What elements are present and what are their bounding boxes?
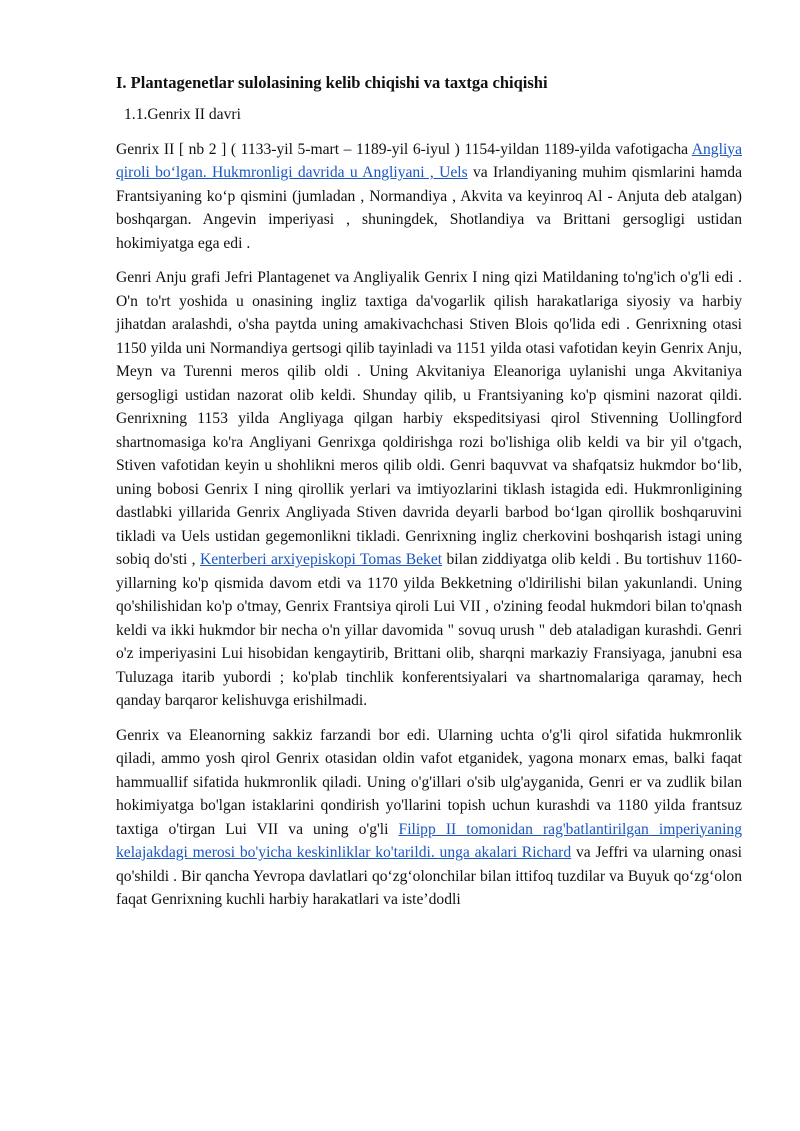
document-page <box>116 72 742 923</box>
section-heading: I. Plantagenetlar sulolasining kelib chiqishi va taxtga chiqishi <box>116 73 548 92</box>
paragraph-3-text-b: va Jeffri va ularning onasi qo'shildi . Bir qancha Yevropa davlatlari qo‘zg‘olonchilar bilan ittifoq tuzdilar va Buyuk qo‘zg‘olon faqat Genrixning kuchli harbiy harakatlari va iste’dodli <box>116 844 742 908</box>
subsection-heading: 1.1.Genrix II davri <box>124 106 241 123</box>
paragraph-2-text-a: Genri Anju grafi Jefri Plantagenet va Angliyalik Genrix I ning qizi Matildaning to'ng'ich o'g'li edi . O'n to'rt yoshida u onasining ingliz taxtiga da'vogarlik qilish harakatlariga siyosiy va harbiy jihatdan aralashdi, o'sha paytda uning amakivachchasi Stiven Blois qo'lida edi . Genrixning otasi 1150 yilda uni Normandiya gertsogi qilib tayinladi va 1151 yilda otasi vafotidan keyin Genrix Anju, Meyn va Turenni meros qilib oldi . Uning Akvitaniya Eleanoriga uylanishi unga Akvitaniya gersogligi ustidan nazorat olib keldi. Shunday qilib, u Frantsiyaning ko'p qismini nazorat qildi. Genrixning 1153 yilda Angliyaga qilgan harbiy ekspeditsiyasi qirol Stivenning Uollingford shartnomasiga ko'ra Angliyani Genrixga qoldirishga rozi bo'lishiga olib keldi va bir yil o'tgach, Stiven vafotidan keyin u shohlikni meros qilib oldi. Genri baquvvat va shafqatsiz hukmdor bo‘lib, uning bobosi Genrix I ning qirollik yerlari va imtiyozlarini tiklash istagida edi. Hukmronligining dastlabki yillarida Genrix Angliyada Stiven davrida deyarli barbod bo‘lgan qirollik boshqaruvini tikladi va Uels ustidan gegemonlikni tikladi. Genrixning ingliz cherkovini boshqarish istagi uning sobiq do'sti , <box>116 269 742 568</box>
paragraph-1-text-a: Genrix II [ nb 2 ] ( 1133-yil 5-mart – 1189-yil 6-iyul ) 1154-yildan 1189-yilda vafotigacha <box>116 140 692 158</box>
filipp-ii-link[interactable]: Filipp II tomonidan rag'batlantirilgan imperiyaning kelajakdagi merosi bo'yicha keskinliklar ko'tarildi. unga akalari Richard <box>116 820 743 861</box>
paragraph-1-text-b: va Irlandiyaning muhim qismlarini hamda Frantsiyaning ko‘p qismini (jumladan , Normandiya , Akvita va keyinroq Al - Anjuta deb atalgan) boshqargan. Angevin imperiyasi , shuningdek, Shotlandiya va Brittani gersogligi ustidan hokimiyatga ega edi . <box>116 164 743 252</box>
paragraph-3-text-a: Genrix va Eleanorning sakkiz farzandi bor edi. Ularning uchta o'g'li qirol sifatida hukmronlik qiladi, ammo yosh qirol Genrix otasidan oldin vafot etganidek, yagona monarx emas, balki faqat hammuallif sifatida hukmronlik qiladi. Uning o'g'illari o'sib ulg'ayganida, Genri er va zudlik bilan hokimiyatga bo'lgan istaklarini qondirish yo'llarini topish uchun kurashdi va 1180 yilda frantsuz taxtiga o'tirgan Lui VII va uning o'g'li <box>116 726 742 838</box>
paragraph-2-text-b: bilan ziddiyatga olib keldi . Bu tortishuv 1160-yillarning ko'p qismida davom etdi va 1170 yilda Bekketning o'ldirilishi bilan yakunlandi. Uning qo'shilishidan ko'p o'tmay, Genrix Frantsiya qiroli Lui VII , o'zining feodal hukmdori bilan to'qnash keldi va ikki hukmdor bir necha o'n yillar davomida " sovuq urush " deb ataladigan kurashdi. Genri o'z imperiyasini Lui hisobidan kengaytirib, Brittani olib, sharqni markaziy Fransiyaga, janubni esa Tuluzaga itarib yubordi ; ko'plab tinchlik konferentsiyalari va shartnomalariga qaramay, hech qanday barqaror kelishuvga erishilmadi. <box>116 551 742 709</box>
angliya-qiroli-link[interactable]: Angliya qiroli bo‘lgan. Hukmronligi davrida u Angliyani , Uels <box>116 140 742 181</box>
tomas-beket-link[interactable]: Kenterberi arxiyepiskopi Tomas Beket <box>199 551 443 568</box>
paragraph-2 <box>116 266 742 713</box>
paragraph-3 <box>116 724 742 912</box>
paragraph-1 <box>116 138 742 256</box>
